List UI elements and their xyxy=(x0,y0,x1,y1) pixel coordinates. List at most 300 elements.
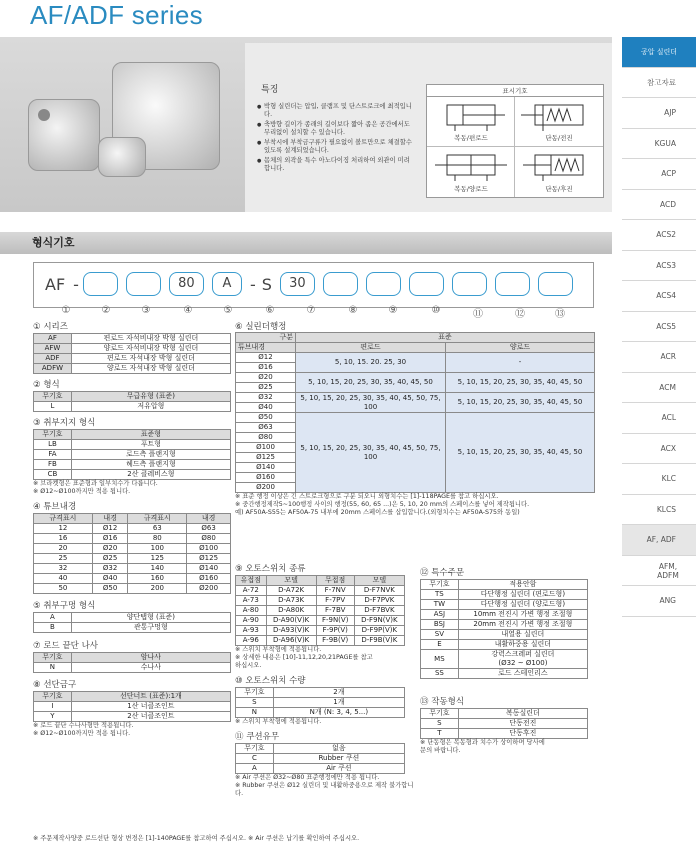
table-cell: C xyxy=(236,754,274,764)
table-row xyxy=(236,353,595,363)
table-cell: SV xyxy=(421,630,459,640)
table-cell: 무접점 xyxy=(316,576,354,586)
note: ※ 스위치 부착형에 적용됩니다. xyxy=(235,718,322,725)
table-row xyxy=(236,606,405,616)
sidebar-item[interactable]: KLCS xyxy=(622,495,696,526)
code-number: ⑬ xyxy=(555,309,565,320)
code-number-row xyxy=(0,305,612,320)
feature-item: ● 축방향 길이가 종래의 길이보다 짧아 좁은 공간에서도 무리없이 설치할 수 있습니다. xyxy=(257,121,415,137)
table-cell: 내경 xyxy=(187,514,231,524)
table-row xyxy=(236,636,405,646)
table-cell: 200 xyxy=(128,584,187,594)
table-cell: F-9B(V) xyxy=(316,636,354,646)
action-table xyxy=(420,708,588,739)
sidebar-item[interactable]: ACM xyxy=(622,373,696,404)
table-cell: Ø16 xyxy=(92,534,128,544)
table-cell: 다단행정 실린더 (양로드형) xyxy=(458,600,587,610)
table-cell: 편로드 xyxy=(296,343,446,353)
table-row xyxy=(236,744,405,754)
table-cell: D-F9P(V)K xyxy=(354,626,404,636)
code-slot xyxy=(126,272,161,296)
table-row xyxy=(421,600,588,610)
table-cell: 양로드 자석내장 박형 실린더 xyxy=(71,364,230,374)
table-cell: 표준 xyxy=(296,333,595,343)
table-cell: 1산 너클조인트 xyxy=(71,702,230,712)
table-cell: Ø80 xyxy=(187,534,231,544)
table-cell: 2산 너클조인트 xyxy=(71,712,230,722)
right-column xyxy=(420,566,595,755)
sidebar-item[interactable]: ANG xyxy=(622,586,696,617)
table-cell: Ø160 xyxy=(187,574,231,584)
table-cell: SS xyxy=(421,669,459,679)
table-cell: 다단행정 실린더 (편로드형) xyxy=(458,590,587,600)
table-cell: 암나사 xyxy=(71,653,230,663)
table-cell: 5, 10, 15, 20, 25, 30, 35, 40, 45, 50 xyxy=(446,413,595,493)
feature-item: ● 박형 실린더는 압입, 클램프 및 단스트로크에 최적입니다. xyxy=(257,103,415,119)
symbol-label: 복동/편로드 xyxy=(454,134,488,142)
table-cell: 복동실린더 xyxy=(458,709,587,719)
cushion-table xyxy=(235,743,405,774)
table-cell: Ø12 xyxy=(236,353,296,363)
table-row xyxy=(236,616,405,626)
table-cell: S xyxy=(421,719,459,729)
table-cell: CB xyxy=(34,470,72,480)
table-row xyxy=(236,626,405,636)
table-cell: D-A72K xyxy=(266,586,316,596)
single-acting-retract-symbol xyxy=(515,147,603,185)
table-row xyxy=(236,764,405,774)
sidebar-item[interactable]: AJP xyxy=(622,98,696,129)
table-cell: A-73 xyxy=(236,596,267,606)
table-row xyxy=(34,613,231,623)
table-cell: 유접점 xyxy=(236,576,267,586)
table-cell: 로드측 플랜지형 xyxy=(71,450,230,460)
table-cell: Ø200 xyxy=(187,584,231,594)
section-title: ⑥ 실린더행정 xyxy=(235,322,287,332)
table-cell: 16 xyxy=(34,534,93,544)
code-s: S xyxy=(261,274,272,294)
table-cell: 규격표시 xyxy=(128,514,187,524)
table-row xyxy=(34,344,231,354)
mount-table xyxy=(33,429,231,480)
symbol-box xyxy=(426,84,604,198)
table-cell: 무기호 xyxy=(34,692,72,702)
switch-table xyxy=(235,575,405,646)
symbol-cell xyxy=(427,147,515,197)
table-cell: TS xyxy=(421,590,459,600)
table-cell: 20 xyxy=(34,544,93,554)
table-cell: Ø100 xyxy=(187,544,231,554)
table-cell: D-F9B(V)K xyxy=(354,636,404,646)
sidebar-item[interactable]: AFM, ADFM xyxy=(622,556,696,587)
cylinder-image xyxy=(38,109,50,121)
section-title: ⑤ 취부구멍 형식 xyxy=(33,601,96,611)
section-title: ⑪ 쿠션유무 xyxy=(235,732,280,742)
table-row xyxy=(421,620,588,630)
table-row xyxy=(236,754,405,764)
note: ※ 중간행정제작5~100행정 사이의 행정(55, 60, 65 ...)은 5, 10, 20 mm의 스페이스를 넣어 제작됩니다. xyxy=(235,501,530,508)
table-row xyxy=(236,343,595,353)
table-cell: 선단너트 (표준):1개 xyxy=(71,692,230,702)
sidebar-item[interactable]: KGUA xyxy=(622,129,696,160)
sidebar-item[interactable]: ACL xyxy=(622,403,696,434)
table-cell: FA xyxy=(34,450,72,460)
table-cell: 32 xyxy=(34,564,93,574)
note: ※ 스위치 부착형에 적용됩니다. xyxy=(235,646,322,653)
table-row xyxy=(34,392,231,402)
buffer-table xyxy=(33,612,231,633)
table-cell: 2개 xyxy=(273,688,404,698)
table-cell: Ø50 xyxy=(236,413,296,423)
table-cell: 헤드측 플랜지형 xyxy=(71,460,230,470)
table-cell: 적용안함 xyxy=(458,580,587,590)
code-number: ⑫ xyxy=(515,309,525,320)
tip-table xyxy=(33,691,231,722)
table-cell: 무기호 xyxy=(34,653,72,663)
code-number: ② xyxy=(101,305,111,316)
table-cell: MS xyxy=(421,650,459,669)
table-cell: 강력스크레퍼 실린더 (Ø32 ~ Ø100) xyxy=(458,650,587,669)
table-cell: 140 xyxy=(128,564,187,574)
table-cell: ASJ xyxy=(421,610,459,620)
code-slot xyxy=(323,272,358,296)
code-number: ⑤ xyxy=(223,305,233,316)
table-cell: 무기호 xyxy=(34,392,72,402)
table-row xyxy=(421,729,588,739)
table-row xyxy=(236,708,405,718)
note: ※ 표준 행정 이상은 긴 스트로크형으로 구분 되오니 외형치수는 [1]-118PAGE를 참고 하십시오. xyxy=(235,493,499,500)
table-cell: 없음 xyxy=(273,744,404,754)
table-row xyxy=(34,554,231,564)
code-number: ① xyxy=(61,305,71,316)
table-cell: Ø25 xyxy=(236,383,296,393)
table-cell: AF xyxy=(34,334,72,344)
table-row xyxy=(34,524,231,534)
code-number: ⑨ xyxy=(388,305,398,316)
bore-table xyxy=(33,513,231,594)
symbol-cell xyxy=(515,147,603,197)
table-cell: 5, 10, 15, 20, 25, 30, 35, 40, 45, 50 xyxy=(446,373,595,393)
table-cell: A xyxy=(236,764,274,774)
sidebar-item[interactable]: ACS2 xyxy=(622,220,696,251)
table-row xyxy=(34,354,231,364)
table-cell: A-80 xyxy=(236,606,267,616)
table-row xyxy=(236,698,405,708)
page-title: AF/ADF series xyxy=(30,0,203,30)
table-cell: A-96 xyxy=(236,636,267,646)
section-title: ⑬ 작동형식 xyxy=(420,697,465,707)
code-number: ⑪ xyxy=(473,309,483,320)
sidebar-item[interactable]: ACP xyxy=(622,159,696,190)
table-cell: 무기호 xyxy=(236,744,274,754)
table-row xyxy=(421,669,588,679)
table-cell: Ø20 xyxy=(236,373,296,383)
note: 예) AF50A-S55는 AF50A-75 내부에 20mm 스페이스를 삽입합니다.(외형치수는 AF50A-S75와 동일) xyxy=(235,509,520,516)
table-cell: ADFW xyxy=(34,364,72,374)
table-row xyxy=(34,574,231,584)
table-row xyxy=(236,596,405,606)
note: 문의 바랍니다. xyxy=(420,747,461,754)
table-cell: Ø125 xyxy=(187,554,231,564)
table-cell: Ø63 xyxy=(236,423,296,433)
section-title: ⑦ 로드 끝단 나사 xyxy=(33,641,98,651)
table-cell: 50 xyxy=(34,584,93,594)
table-cell: 푸트형 xyxy=(71,440,230,450)
rodend-table xyxy=(33,652,231,673)
table-cell: Ø200 xyxy=(236,483,296,493)
code-slot xyxy=(409,272,444,296)
table-row xyxy=(236,333,595,343)
table-cell: N xyxy=(34,663,72,673)
code-number: ⑥ xyxy=(265,305,275,316)
table-row xyxy=(34,430,231,440)
table-cell: 5, 10, 15, 20, 25, 30, 35, 40, 45, 50 xyxy=(446,393,595,413)
sidebar xyxy=(622,37,696,617)
sidebar-item[interactable]: 참고자료 xyxy=(622,68,696,99)
left-column xyxy=(33,320,231,738)
section-title: ② 형식 xyxy=(33,380,60,390)
note: ※ 로드 끝단 수나사형만 적용됩니다. xyxy=(33,722,134,729)
table-row xyxy=(34,440,231,450)
table-cell: 로드 스테인리스 xyxy=(458,669,587,679)
table-cell: 25 xyxy=(34,554,93,564)
table-row xyxy=(236,688,405,698)
table-row xyxy=(34,702,231,712)
table-cell: 40 xyxy=(34,574,93,584)
code-number: ③ xyxy=(141,305,151,316)
sidebar-item[interactable]: ACX xyxy=(622,434,696,465)
table-cell: 10mm 전진시 가변 행정 조절형 xyxy=(458,610,587,620)
table-cell: I xyxy=(34,702,72,712)
sidebar-item[interactable]: ACS4 xyxy=(622,281,696,312)
table-cell: 내경 xyxy=(92,514,128,524)
table-cell: 단동전진 xyxy=(458,719,587,729)
table-cell: Ø63 xyxy=(187,524,231,534)
table-row xyxy=(34,663,231,673)
table-row xyxy=(34,514,231,524)
table-cell: 편로드 자석비내장 박형 실린더 xyxy=(71,334,230,344)
table-cell: 2산 클레비스형 xyxy=(71,470,230,480)
table-cell: Air 쿠션 xyxy=(273,764,404,774)
table-cell: Ø100 xyxy=(236,443,296,453)
table-row xyxy=(236,576,405,586)
section-header: 형식기호 xyxy=(0,232,612,254)
table-cell: D-A90(V)K xyxy=(266,616,316,626)
code-slot: 30 xyxy=(280,272,315,296)
table-cell: 무급유형 (표준) xyxy=(71,392,230,402)
table-cell: F-7NV xyxy=(316,586,354,596)
table-cell: 양로드 xyxy=(446,343,595,353)
table-row xyxy=(34,544,231,554)
table-cell: Ø40 xyxy=(236,403,296,413)
table-cell: Ø32 xyxy=(92,564,128,574)
code-number: ⑦ xyxy=(306,305,316,316)
table-cell: Ø80 xyxy=(236,433,296,443)
code-slot xyxy=(452,272,487,296)
table-cell: 5, 10, 15, 20, 25, 30, 35, 40, 45, 50, 75, 100 xyxy=(296,413,446,493)
sidebar-item[interactable]: AF, ADF xyxy=(622,525,696,556)
table-cell: F-9N(V) xyxy=(316,616,354,626)
table-cell: 160 xyxy=(128,574,187,584)
section-title: ⑫ 특수주문 xyxy=(420,568,465,578)
feature-item: ● 부착시에 부착금구류가 필요없이 볼트만으로 체결할수 있도록 설계되었습니다. xyxy=(257,139,415,155)
table-cell: 무기호 xyxy=(236,688,274,698)
table-cell: D-F7NVK xyxy=(354,586,404,596)
table-cell: Rubber 쿠션 xyxy=(273,754,404,764)
table-cell: A xyxy=(34,613,72,623)
table-row xyxy=(421,610,588,620)
note: ※ 상세한 내용은 [10]-11,12,20,21PAGE를 참고 xyxy=(235,654,373,661)
section-title: ⑧ 선단금구 xyxy=(33,680,77,690)
symbol-label: 단동/후진 xyxy=(545,185,573,193)
table-cell: 구분 xyxy=(236,333,296,343)
symbol-label: 단동/전진 xyxy=(545,134,573,142)
note: ※ 단동형은 복동형과 치수가 상이하며 당사에 xyxy=(420,739,545,746)
footer-note: ※ 주문제작사양중 로드선단 형상 변경은 [1]-140PAGE를 참고하여 주십시오. ※ Air 쿠션은 납기를 확인하여 주십시오. xyxy=(33,835,360,842)
table-row xyxy=(34,584,231,594)
table-cell: 모델 xyxy=(266,576,316,586)
table-cell: 5, 10, 15, 20, 25, 30, 35, 40, 45, 50, 75, 100 xyxy=(296,393,446,413)
section-title: ⑨ 오토스위치 종류 xyxy=(235,564,306,574)
note: ※ Ø12~Ø100까지만 적용 됩니다. xyxy=(33,488,131,495)
table-cell: Ø25 xyxy=(92,554,128,564)
table-cell: D-F7BVK xyxy=(354,606,404,616)
table-cell: F-7PV xyxy=(316,596,354,606)
table-row xyxy=(236,393,595,403)
table-row xyxy=(421,709,588,719)
table-cell: 튜브내경 xyxy=(236,343,296,353)
table-cell: 100 xyxy=(128,544,187,554)
table-cell: D-F7PVK xyxy=(354,596,404,606)
table-cell: D-F9N(V)K xyxy=(354,616,404,626)
table-cell: 20mm 전진시 가변 행정 조절형 xyxy=(458,620,587,630)
section-title: ④ 튜브내경 xyxy=(33,502,77,512)
symbol-cell xyxy=(427,97,515,147)
table-cell: BSJ xyxy=(421,620,459,630)
table-row xyxy=(421,650,588,669)
section-title: ③ 취부지지 형식 xyxy=(33,418,96,428)
code-slot xyxy=(83,272,118,296)
code-dash: - xyxy=(249,274,256,294)
table-cell: T xyxy=(421,729,459,739)
single-acting-extend-symbol xyxy=(515,97,603,135)
table-cell: D-A80K xyxy=(266,606,316,616)
table-cell: Ø12 xyxy=(92,524,128,534)
table-cell: S xyxy=(236,698,274,708)
table-row xyxy=(34,653,231,663)
table-row xyxy=(34,623,231,633)
model-code xyxy=(45,272,581,296)
sidebar-item[interactable]: ACS3 xyxy=(622,251,696,282)
table-row xyxy=(34,334,231,344)
symbol-label: 복동/양로드 xyxy=(454,185,488,193)
table-cell: 저유압형 xyxy=(71,402,230,412)
stroke-section xyxy=(235,320,595,517)
special-table xyxy=(420,579,588,679)
note: ※ Air 쿠션은 Ø32~Ø80 표준행정에만 적용 됩니다. xyxy=(235,774,380,781)
table-cell: A-72 xyxy=(236,586,267,596)
section-title: ⑩ 오토스위치 수량 xyxy=(235,676,306,686)
code-prefix: AF xyxy=(45,274,66,294)
table-cell: 내열용 실린더 xyxy=(458,630,587,640)
table-cell: Ø125 xyxy=(236,453,296,463)
table-cell: LB xyxy=(34,440,72,450)
table-cell: 양단탭형 (표준) xyxy=(71,613,230,623)
table-cell: 무기호 xyxy=(34,430,72,440)
table-cell: 12 xyxy=(34,524,93,534)
features-title: 특징 xyxy=(261,85,279,95)
table-row xyxy=(34,450,231,460)
table-cell: 표준형 xyxy=(71,430,230,440)
table-cell: Ø140 xyxy=(187,564,231,574)
table-cell: Ø160 xyxy=(236,473,296,483)
table-row xyxy=(34,564,231,574)
note: ※ Ø12~Ø100까지만 적용 됩니다. xyxy=(33,730,131,737)
table-cell: TW xyxy=(421,600,459,610)
note: ※ 브라켓형은 표준형과 일부치수가 다릅니다. xyxy=(33,480,158,487)
table-cell: Ø140 xyxy=(236,463,296,473)
table-cell: 5, 10, 15, 20, 25, 30, 35, 40, 45, 50 xyxy=(296,373,446,393)
swqty-table xyxy=(235,687,405,718)
table-cell: N xyxy=(236,708,274,718)
table-cell: A-90 xyxy=(236,616,267,626)
table-cell: F-9P(V) xyxy=(316,626,354,636)
table-row xyxy=(421,719,588,729)
table-cell: D-A73K xyxy=(266,596,316,606)
table-cell: Ø50 xyxy=(92,584,128,594)
table-row xyxy=(34,460,231,470)
sidebar-item[interactable]: 공압 실린더 xyxy=(622,37,696,68)
table-row xyxy=(236,586,405,596)
code-number: ⑩ xyxy=(431,305,441,316)
stroke-table xyxy=(235,332,595,493)
table-cell: Ø16 xyxy=(236,363,296,373)
features-list xyxy=(257,103,415,175)
table-cell: L xyxy=(34,402,72,412)
series-table xyxy=(33,333,231,374)
table-cell: 수나사 xyxy=(71,663,230,673)
table-row xyxy=(421,640,588,650)
table-row xyxy=(236,373,595,383)
table-cell: 관통구멍형 xyxy=(71,623,230,633)
sidebar-item[interactable]: ACS5 xyxy=(622,312,696,343)
shape-table xyxy=(33,391,231,412)
section-title: ① 시리즈 xyxy=(33,322,68,332)
cylinder-image xyxy=(98,137,146,177)
table-cell: FB xyxy=(34,460,72,470)
table-cell: 63 xyxy=(128,524,187,534)
symbol-title: 표시기호 xyxy=(427,85,603,97)
sidebar-item[interactable]: ACR xyxy=(622,342,696,373)
table-cell: 5, 10, 15. 20. 25, 30 xyxy=(296,353,446,373)
code-slot: 80 xyxy=(169,272,204,296)
feature-item: ● 몸체의 외곽을 특수 아노다이징 처리하여 외관이 미려합니다. xyxy=(257,157,415,173)
table-cell: ADF xyxy=(34,354,72,364)
code-slot xyxy=(366,272,401,296)
sidebar-item[interactable]: KLC xyxy=(622,464,696,495)
table-cell: 내활하중용 실린더 xyxy=(458,640,587,650)
table-row xyxy=(34,712,231,722)
table-cell: D-A93(V)K xyxy=(266,626,316,636)
table-cell: F-7BV xyxy=(316,606,354,616)
sidebar-item[interactable]: ACD xyxy=(622,190,696,221)
table-row xyxy=(421,580,588,590)
table-row xyxy=(34,692,231,702)
table-cell: AFW xyxy=(34,344,72,354)
code-slot xyxy=(495,272,530,296)
table-cell: 125 xyxy=(128,554,187,564)
table-cell: 모델 xyxy=(354,576,404,586)
